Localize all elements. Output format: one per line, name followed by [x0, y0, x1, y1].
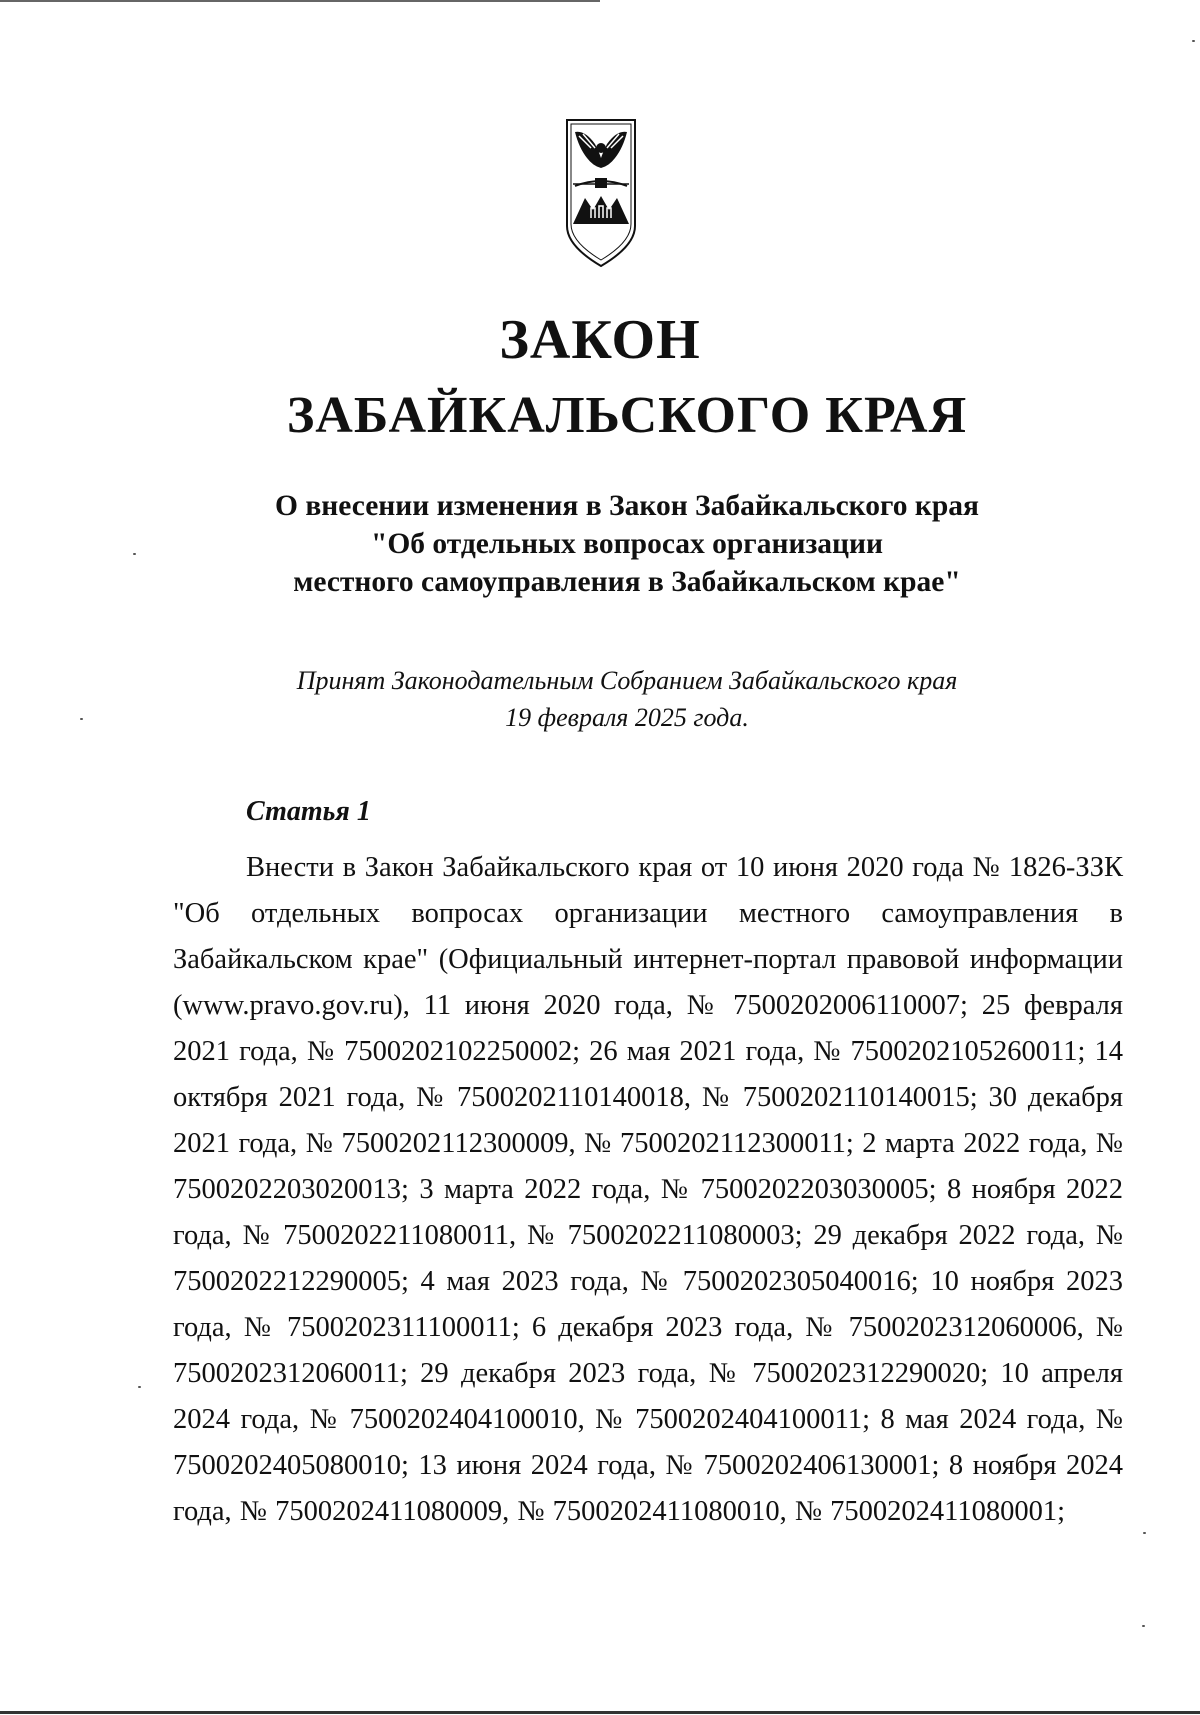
- article-body: Внести в Закон Забайкальского края от 10 июня 2020 года № 1826-ЗЗК "Об отдельных вопросах организации местного самоуправления в Забайкальском крае" (Официальный интернет-портал правовой информации (www.pravo.gov.ru), 11 июня 2020 года, № 7500202006110007; 25 февраля 2021 года, № 7500202102250002; 26 мая 2021 года, № 7500202105260011; 14 октября 2021 года, № 7500202110140018, № 7500202110140015; 30 декабря 2021 года, № 7500202112300009, № 7500202112300011; 2 марта 2022 года, № 7500202203020013; 3 марта 2022 года, № 7500202203030005; 8 ноября 2022 года, № 7500202211080011, № 7500202211080003; 29 декабря 2022 года, № 7500202212290005; 4 мая 2023 года, № 7500202305040016; 10 ноября 2023 года, № 7500202311100011; 6 декабря 2023 года, № 7500202312060006, № 7500202312060011; 29 декабря 2023 года, № 7500202312290020; 10 апреля 2024 года, № 7500202404100010, № 7500202404100011; 8 мая 2024 года, № 7500202405080010; 13 июня 2024 года, № 7500202406130001; 8 ноября 2024 года, № 7500202411080009, № 7500202411080010, № 7500202411080001;: [173, 852, 1123, 1527]
- subtitle-line: местного самоуправления в Забайкальском крае": [293, 566, 961, 598]
- scan-edge-top: [0, 0, 600, 2]
- coat-of-arms-icon: [565, 118, 637, 268]
- adoption-note: [0, 662, 1200, 736]
- law-title-line-2: ЗАБАЙКАЛЬСКОГО КРАЯ: [286, 387, 968, 444]
- adoption-date: 19 февраля 2025 года.: [505, 703, 749, 732]
- law-subtitle: [0, 487, 1200, 601]
- subtitle-line: "Об отдельных вопросах организации: [370, 528, 884, 560]
- scan-speck: [1192, 40, 1195, 42]
- scan-edge-bottom: [0, 1711, 1200, 1714]
- scan-speck: [1142, 1625, 1145, 1627]
- scan-speck: [80, 718, 83, 720]
- subtitle-line: О внесении изменения в Закон Забайкальского края: [275, 490, 979, 522]
- article-heading: Статья 1: [246, 796, 371, 827]
- scan-speck: [133, 553, 136, 555]
- adoption-line: Принят Законодательным Собранием Забайкальского края: [296, 666, 958, 695]
- scan-speck: [138, 1386, 141, 1388]
- law-title-line-1: ЗАКОН: [499, 309, 701, 371]
- scan-speck: [1143, 1532, 1146, 1534]
